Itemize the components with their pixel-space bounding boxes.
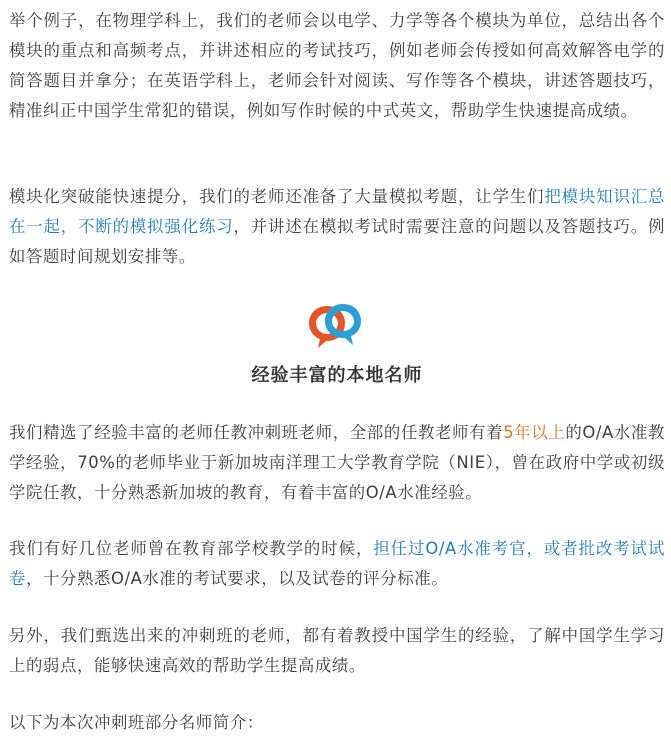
paragraph-teacher-intro: [9, 708, 665, 738]
paragraph-text: 举个例子，在物理学科上，我们的老师会以电学、力学等各个模块为单位，总结出各个模块的重点和高频考点，并讲述相应的考试技巧，例如老师会传授如何高效解答电学的简答题目并拿分；在英语学科上，老师会针对阅读、写作等各个模块，讲述答题技巧，精准纠正中国学生常犯的错误，例如写作时候的中式英文，帮助学生快速提高成绩。: [9, 11, 665, 120]
paragraph-mock-exams: [9, 182, 665, 272]
paragraph-text: ，十分熟悉O/A水准的考试要求，以及试卷的评分标准。: [26, 569, 449, 588]
highlight-text: 担任过O/A水准考官，或者批改考试试卷: [9, 539, 665, 588]
paragraph-module-examples: [9, 6, 665, 126]
paragraph-text: 模块化突破能快速提分，我们的老师还准备了大量模拟考题，让学生们: [9, 187, 545, 206]
paragraph-teacher-experience: [9, 418, 665, 508]
paragraph-text: 我们有好几位老师曾在教育部学校教学的时候，: [9, 539, 374, 558]
paragraph-chinese-students: [9, 621, 665, 681]
paragraph-examiner-experience: [9, 534, 665, 594]
paragraph-text: 的O/A水准教学经验，70%的老师毕业于新加坡南洋理工大学教育学院（NIE），曾在政府中学或初级学院任教，十分熟悉新加坡的教育，有着丰富的O/A水准经验。: [9, 423, 665, 502]
paragraph-text: 以下为本次冲刺班部分名师简介：: [9, 713, 264, 732]
section-title: 经验丰富的本地名师: [251, 365, 423, 386]
paragraph-text: 另外，我们甄选出来的冲刺班的老师，都有着教授中国学生的经验，了解中国学生学习上的弱点，能够快速高效的帮助学生提高成绩。: [9, 626, 665, 675]
paragraph-text: 我们精选了经验丰富的老师任教冲刺班老师，全部的任教老师有着: [9, 423, 504, 442]
interlocking-speech-bubbles-icon: [305, 296, 365, 352]
highlight-text: 把模块知识汇总在一起，不断的模拟强化练习: [9, 187, 665, 236]
paragraph-text: ，并讲述在模拟考试时需要注意的问题以及答题技巧。例如答题时间规划安排等。: [9, 217, 665, 266]
highlight-text: 5年以上: [503, 423, 566, 442]
